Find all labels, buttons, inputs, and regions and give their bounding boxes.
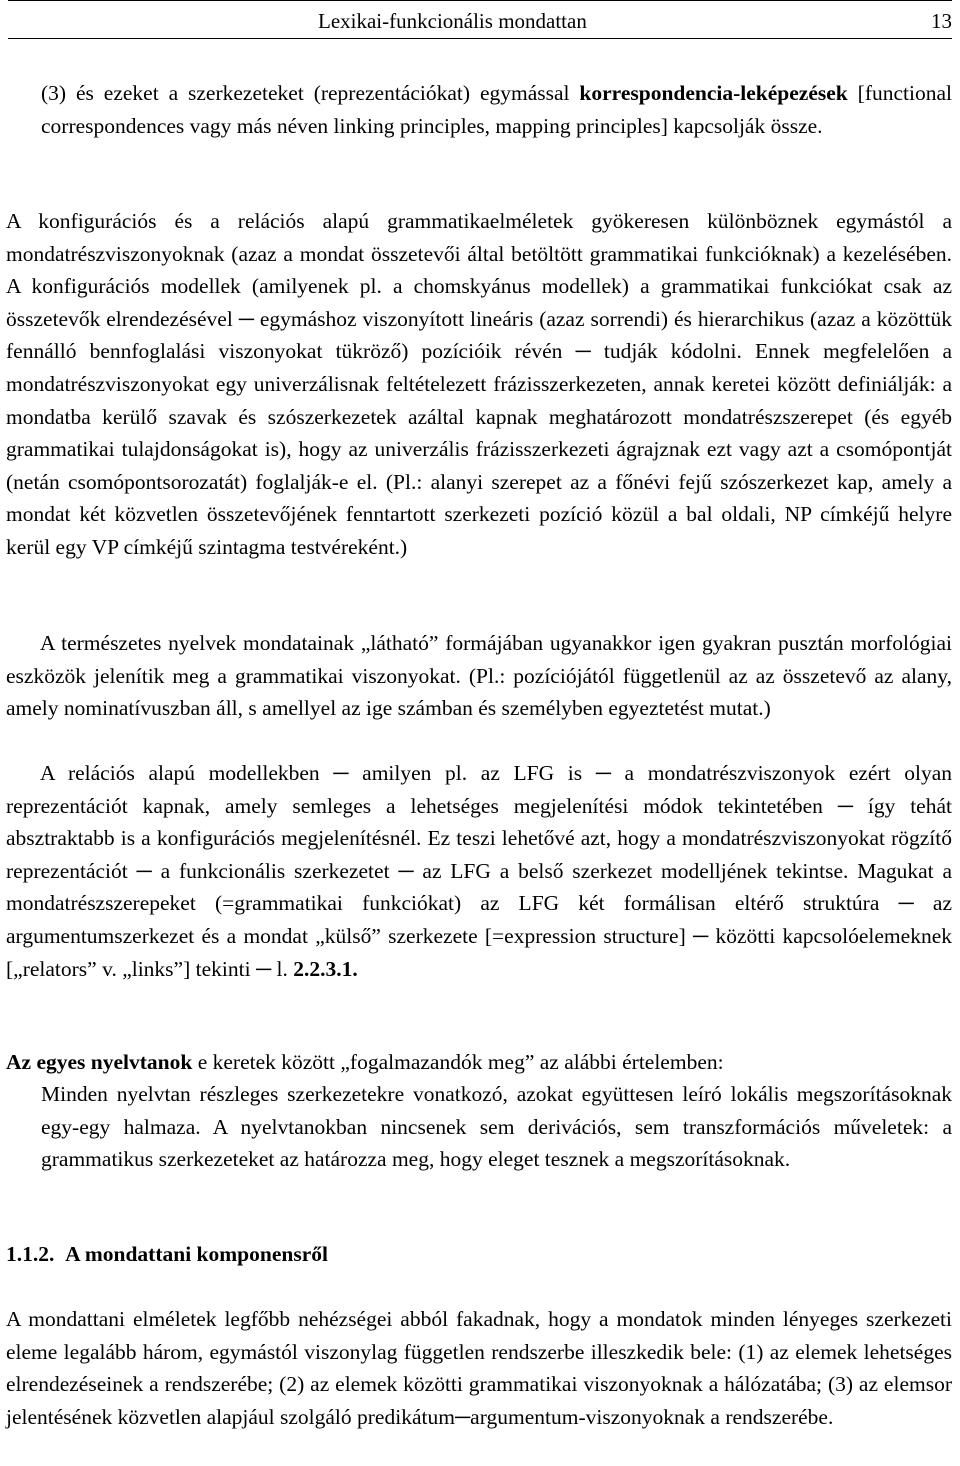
- paragraph-configurational: [6, 205, 952, 564]
- paragraph-2-text: A természetes nyelvek mondatainak „látható” formájában ugyanakkor igen gyakran pusztán morfológiai eszközök jelenítik meg a grammatikai viszonyokat. (Pl.: pozíciójától függetlenül az az összetevő az alany, amely nominatívuszban áll, s amellyel az ige számban és személyben egyeztetést mutat.): [6, 631, 952, 721]
- header-top-rule: [8, 0, 952, 1]
- section-title: A mondattani komponensről: [65, 1242, 328, 1266]
- page-number: 13: [931, 9, 952, 33]
- paragraph-syntax-component: [6, 1303, 952, 1433]
- item3-text-b: [functional correspondences vagy más néven linking principles, mapping principles] kapcsolják össze.: [41, 81, 952, 138]
- section-number: 1.1.2.: [6, 1242, 55, 1266]
- item3-text-a: (3) és ezeket a szerkezeteket (reprezentációkat) egymással: [41, 81, 580, 105]
- grammars-bold-term: Az egyes nyelvtanok: [6, 1050, 193, 1074]
- grammars-definition-text: Minden nyelvtan részleges szerkezetekre vonatkozó, azokat együttesen leíró lokális megszorításoknak egy-egy halmaza. A nyelvtanokban nincsenek sem derivációs, sem transzformációs műveletek: a grammatikus szerkezeteket az határozza meg, hogy eleget tesznek a megszorításoknak.: [41, 1082, 952, 1172]
- paragraph-natural-languages: [6, 627, 952, 725]
- paragraph-relational: [6, 757, 952, 985]
- item3-bold-term: korrespondencia-leképezések: [579, 81, 848, 105]
- paragraph-4-text: A mondattani elméletek legfőbb nehézségei abból fakadnak, hogy a mondatok minden lényeges szerkezeti eleme legalább három, egymástól viszonylag független rendszerbe illeszkedik bele: (1) az elemek lehetséges elrendezéseinek a rendszerébe; (2) az elemek közötti grammatikai viszonyoknak a hálózatába; (3) az elemsor jelentésének közvetlen alapjául szolgáló predikátum─argumentum-viszonyoknak a rendszerébe.: [6, 1307, 952, 1429]
- running-header: [8, 0, 952, 39]
- section-heading: [6, 1238, 952, 1271]
- paragraph-1-text: A konfigurációs és a relációs alapú grammatikaelméletek gyökeresen különböznek egymástól a mondatrészviszonyoknak (azaz a mondat összetevői által betöltött grammatikai funkcióknak) a kezelésében. A konfigurációs modellek (amilyenek pl. a chomskyánus modellek) a grammatikai funkciókat csak az összetevők elrendezésével ─ egymáshoz viszonyított lineáris (azaz sorrendi) és hierarchikus (azaz a közöttük fennálló bennfoglalási viszonyokat tükröző) pozícióik révén ─ tudják kódolni. Ennek megfelelően a mondatrészviszonyokat egy univerzálisnak feltételezett frázisszerkezeten, annak keretei között definiálják: a mondatba kerülő szavak és szószerkezetek azáltal kapnak meghatározott mondatrészszerepet (és egyéb grammatikai tulajdonságokat is), hogy az univerzális frázisszerkezeti ágrajznak ezt vagy azt a csomópontját (netán csomópontsorozatát) foglalják-e el. (Pl.: alanyi szerepet az a főnévi fejű szószerkezet kap, amely a mondat két közvetlen összetevőjének fenntartott szerkezeti pozíció közül a bal oldali, NP címkéjű helyre kerül egy VP címkéjű szintagma testvéreként.): [6, 209, 952, 559]
- section-reference: 2.2.3.1.: [293, 956, 358, 981]
- grammars-intro: [6, 1046, 952, 1079]
- paragraph-3-text: A relációs alapú modellekben ─ amilyen pl. az LFG is ─ a mondatrészviszonyok ezért olyan reprezentációt kapnak, amely semleges a lehetséges megjelenítési módok tekintetében ─ így tehát absztraktabb is a konfigurációs megjelenítésnél. Ez teszi lehetővé azt, hogy a mondatrészviszonyokat rögzítő reprezentációt ─ a funkcionális szerkezetet ─ az LFG a belső szerkezet modelljének tekintse. Magukat a mondatrészszerepeket (=grammatikai funkciókat) az LFG két formálisan eltérő struktúra ─ az argumentumszerkezet és a mondat „külső” szerkezete [=expression structure] ─ közötti kapcsolóelemeknek [„relators” v. „links”] tekinti ─ l.: [6, 761, 952, 981]
- list-item-3: [41, 77, 952, 142]
- header-title: Lexikai-funkcionális mondattan: [318, 9, 587, 33]
- grammars-definition: [41, 1078, 952, 1176]
- grammars-intro-text: e keretek között „fogalmazandók meg” az alábbi értelemben:: [192, 1050, 724, 1074]
